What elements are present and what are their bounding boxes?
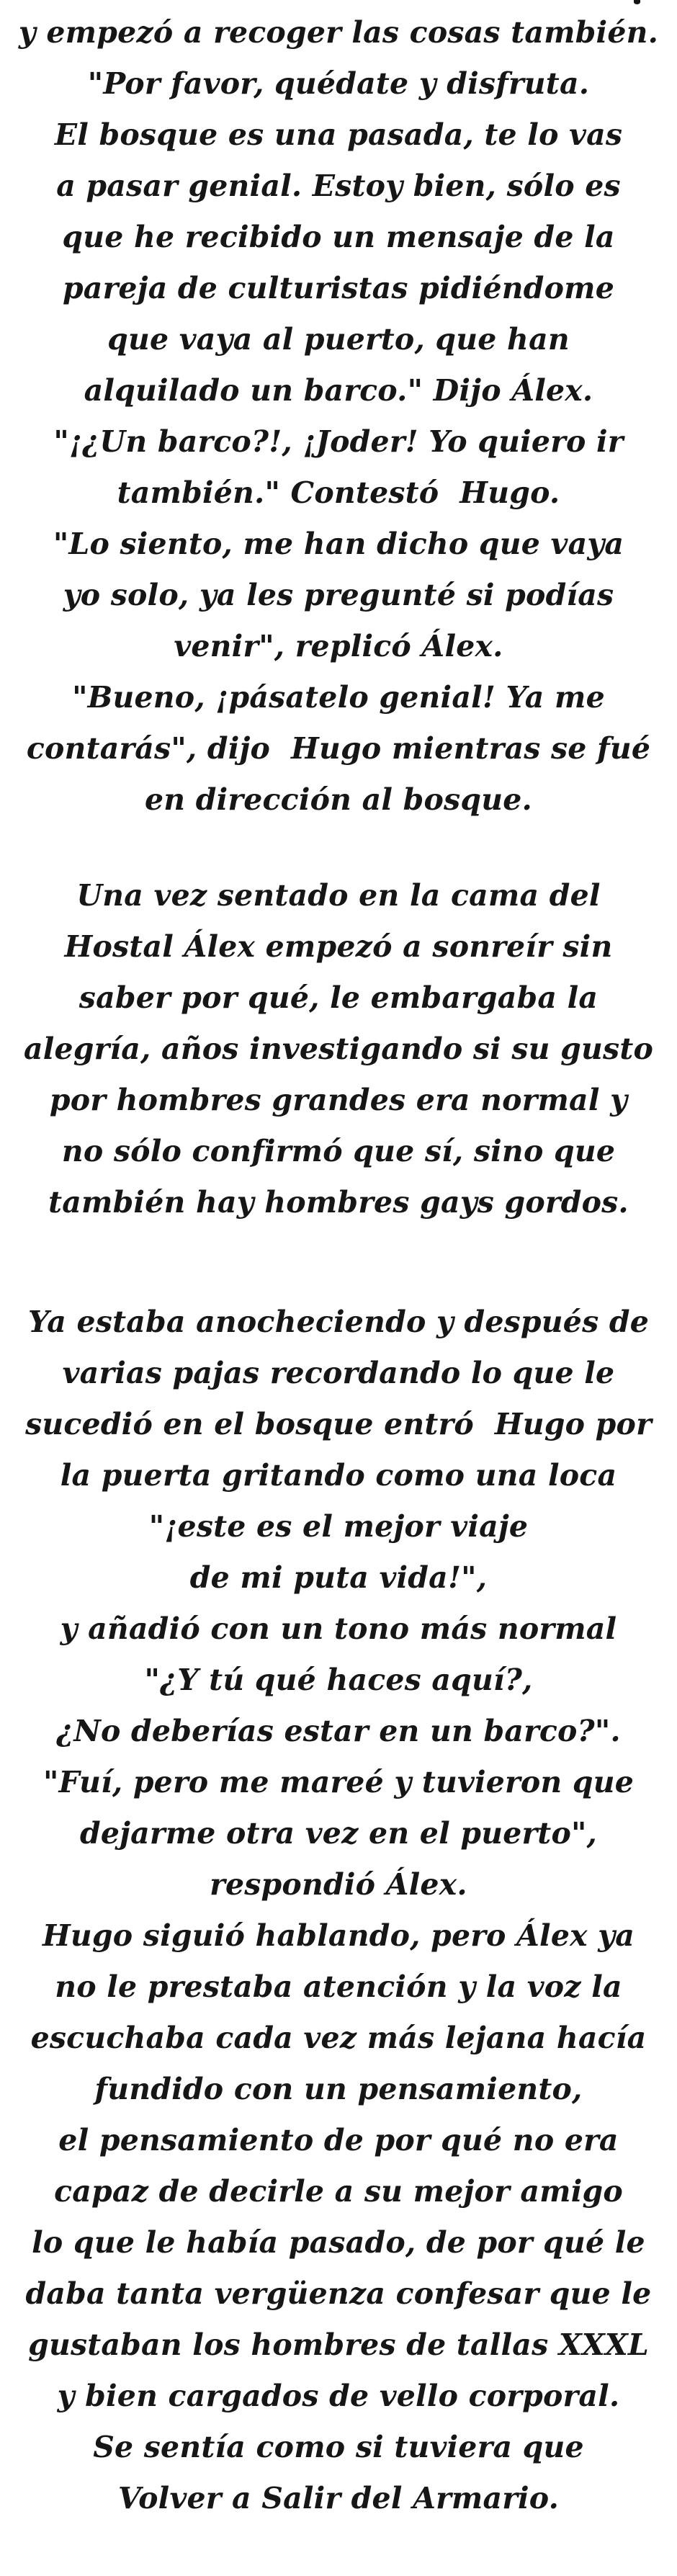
- stray-ink-mark: [634, 0, 640, 4]
- story-line: gustaban los hombres de tallas XXXL: [28, 2327, 649, 2362]
- story-line: Hostal Álex empezó a sonreír sin: [64, 929, 613, 964]
- story-line: alegría, años investigando si su gusto: [23, 1032, 654, 1066]
- story-line: "¿Y tú qué haces aquí?,: [144, 1663, 533, 1697]
- paragraph-2: [10, 870, 667, 1228]
- story-line: de mi puta vida!",: [189, 1560, 488, 1595]
- story-line: sucedió en el bosque entró Hugo por: [25, 1407, 652, 1441]
- story-line: la puerta gritando como una loca: [60, 1458, 617, 1493]
- story-line: "Bueno, ¡pásatelo genial! Ya me: [72, 680, 605, 715]
- story-line: escuchaba cada vez más lejana hacía: [30, 2021, 647, 2055]
- story-line: El bosque es una pasada, te lo vas: [54, 117, 623, 152]
- story-line: Hugo siguió hablando, pero Álex ya: [42, 1918, 635, 1953]
- story-line: también." Contestó Hugo.: [117, 475, 560, 510]
- story-line: "¡este es el mejor viaje: [148, 1509, 529, 1544]
- story-line: "Lo siento, me han dicho que vaya: [53, 527, 624, 561]
- story-line: y añadió con un tono más normal: [60, 1611, 617, 1646]
- story-line: varias pajas recordando lo que le: [62, 1356, 615, 1390]
- story-line: lo que le había pasado, de por qué le: [32, 2225, 645, 2260]
- story-line: que he recibido un mensaje de la: [62, 220, 615, 254]
- story-line: Volver a Salir del Armario.: [117, 2481, 560, 2515]
- story-line: venir", replicó Álex.: [174, 629, 503, 663]
- story-line: Una vez sentado en la cama del: [76, 878, 601, 913]
- story-line: yo solo, ya les pregunté si podías: [63, 578, 614, 612]
- story-line: fundido con un pensamiento,: [94, 2072, 583, 2106]
- story-line: no le prestaba atención y la voz la: [55, 1969, 622, 2004]
- story-line: el pensamiento de por qué no era: [58, 2123, 619, 2157]
- story-line: a pasar genial. Estoy bien, sólo es: [56, 169, 621, 203]
- story-line: alquilado un barco." Dijo Álex.: [84, 373, 593, 408]
- story-line: daba tanta vergüenza confesar que le: [25, 2276, 652, 2311]
- story-line: dejarme otra vez en el puerto",: [79, 1816, 598, 1851]
- story-line: y bien cargados de vello corporal.: [57, 2379, 620, 2413]
- story-line: y empezó a recoger las cosas también.: [18, 15, 659, 50]
- story-line: capaz de decirle a su mejor amigo: [54, 2174, 623, 2209]
- story-line: saber por qué, le embargaba la: [79, 980, 598, 1015]
- story-line: contarás", dijo Hugo mientras se fué: [26, 731, 651, 766]
- story-line: pareja de culturistas pidiéndome: [62, 271, 615, 305]
- story-line: "¡¿Un barco?!, ¡Joder! Yo quiero ir: [53, 424, 624, 459]
- story-line: por hombres grandes era normal y: [49, 1083, 628, 1117]
- paragraph-1: [10, 7, 667, 826]
- story-line: Ya estaba anocheciendo y después de: [27, 1305, 649, 1339]
- story-line: "Fuí, pero me mareé y tuvieron que: [42, 1765, 635, 1799]
- story-line: Se sentía como si tuviera que: [93, 2430, 584, 2464]
- story-line: ¿No deberías estar en un barco?".: [56, 1714, 621, 1748]
- story-line: no sólo confirmó que sí, sino que: [61, 1134, 616, 1168]
- story-line: respondió Álex.: [210, 1867, 467, 1902]
- story-line: "Por favor, quédate y disfruta.: [87, 66, 590, 101]
- paragraph-3: [10, 1297, 667, 2524]
- story-line: también hay hombres gays gordos.: [48, 1185, 629, 1220]
- story-line: en dirección al bosque.: [145, 782, 532, 817]
- story-line: que vaya al puerto, que han: [107, 322, 570, 357]
